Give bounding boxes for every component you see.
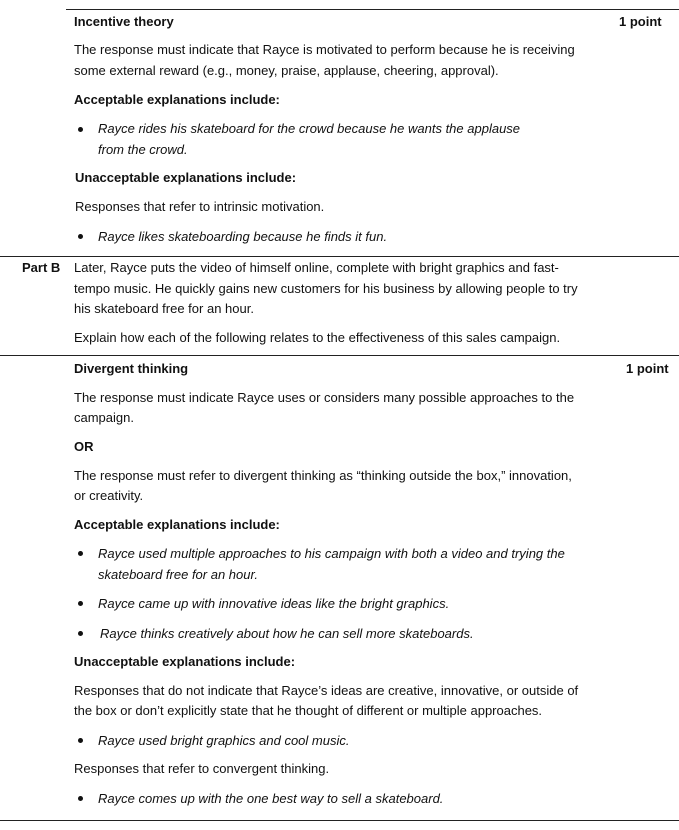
bullet-icon: [78, 234, 83, 239]
divergent-points: 1 point: [626, 361, 669, 376]
divergent-acceptable-3: Rayce thinks creatively about how he can sell more skateboards.: [100, 626, 474, 641]
bottom-rule: [0, 820, 679, 821]
divergent-top-rule: [0, 355, 679, 356]
incentive-requirement-line1: The response must indicate that Rayce is motivated to perform because he is receiving: [74, 42, 575, 57]
incentive-unacceptable-heading: Unacceptable explanations include:: [75, 170, 297, 185]
part-b-line1: Later, Rayce puts the video of himself online, complete with bright graphics and fast-: [74, 260, 559, 275]
divergent-unacceptable-1: Rayce used bright graphics and cool music.: [98, 733, 350, 748]
bullet-icon: [78, 631, 83, 636]
part-b-top-rule: [0, 256, 679, 257]
divergent-acceptable-1-line1: Rayce used multiple approaches to his campaign with both a video and trying the: [98, 546, 565, 561]
divergent-unacceptable-heading: Unacceptable explanations include:: [74, 654, 296, 669]
bullet-icon: [78, 796, 83, 801]
divergent-unacceptable-line2: the box or don’t explicitly state that he thought of different or multiple approaches.: [74, 703, 543, 718]
incentive-acceptable-heading: Acceptable explanations include:: [74, 92, 280, 107]
divergent-unacceptable-2: Rayce comes up with the one best way to sell a skateboard.: [98, 791, 444, 806]
part-b-prompt: Explain how each of the following relates to the effectiveness of this sales campaign.: [74, 330, 561, 345]
divergent-unacceptable-line1: Responses that do not indicate that Rayce’s ideas are creative, innovative, or outside of: [74, 683, 579, 698]
bullet-icon: [78, 738, 83, 743]
divergent-requirement2-line2: or creativity.: [74, 488, 144, 503]
bullet-icon: [78, 127, 83, 132]
incentive-heading: Incentive theory: [74, 14, 174, 29]
bullet-icon: [78, 551, 83, 556]
divergent-heading: Divergent thinking: [74, 361, 189, 376]
incentive-unacceptable-1: Rayce likes skateboarding because he finds it fun.: [98, 229, 388, 244]
divergent-acceptable-1-line2: skateboard free for an hour.: [98, 567, 258, 582]
bullet-icon: [78, 601, 83, 606]
incentive-points: 1 point: [619, 14, 662, 29]
incentive-requirement-line2: some external reward (e.g., money, praise, applause, cheering, approval).: [74, 63, 499, 78]
incentive-unacceptable-text: Responses that refer to intrinsic motivation.: [75, 199, 325, 214]
divergent-requirement2-line1: The response must refer to divergent thinking as “thinking outside the box,” innovation,: [74, 468, 572, 483]
divergent-acceptable-heading: Acceptable explanations include:: [74, 517, 280, 532]
incentive-acceptable-1-line1: Rayce rides his skateboard for the crowd because he wants the applause: [98, 121, 521, 136]
part-b-label: Part B: [22, 260, 61, 275]
part-b-line3: his skateboard free for an hour.: [74, 301, 254, 316]
incentive-acceptable-1-line2: from the crowd.: [98, 142, 188, 157]
divergent-unacceptable-text2: Responses that refer to convergent thinking.: [74, 761, 330, 776]
top-rule: [66, 9, 679, 10]
part-b-line2: tempo music. He quickly gains new customers for his business by allowing people to try: [74, 281, 578, 296]
divergent-or: OR: [74, 439, 94, 454]
divergent-requirement-line1: The response must indicate Rayce uses or considers many possible approaches to the: [74, 390, 575, 405]
divergent-requirement-line2: campaign.: [74, 410, 134, 425]
divergent-acceptable-2: Rayce came up with innovative ideas like the bright graphics.: [98, 596, 450, 611]
